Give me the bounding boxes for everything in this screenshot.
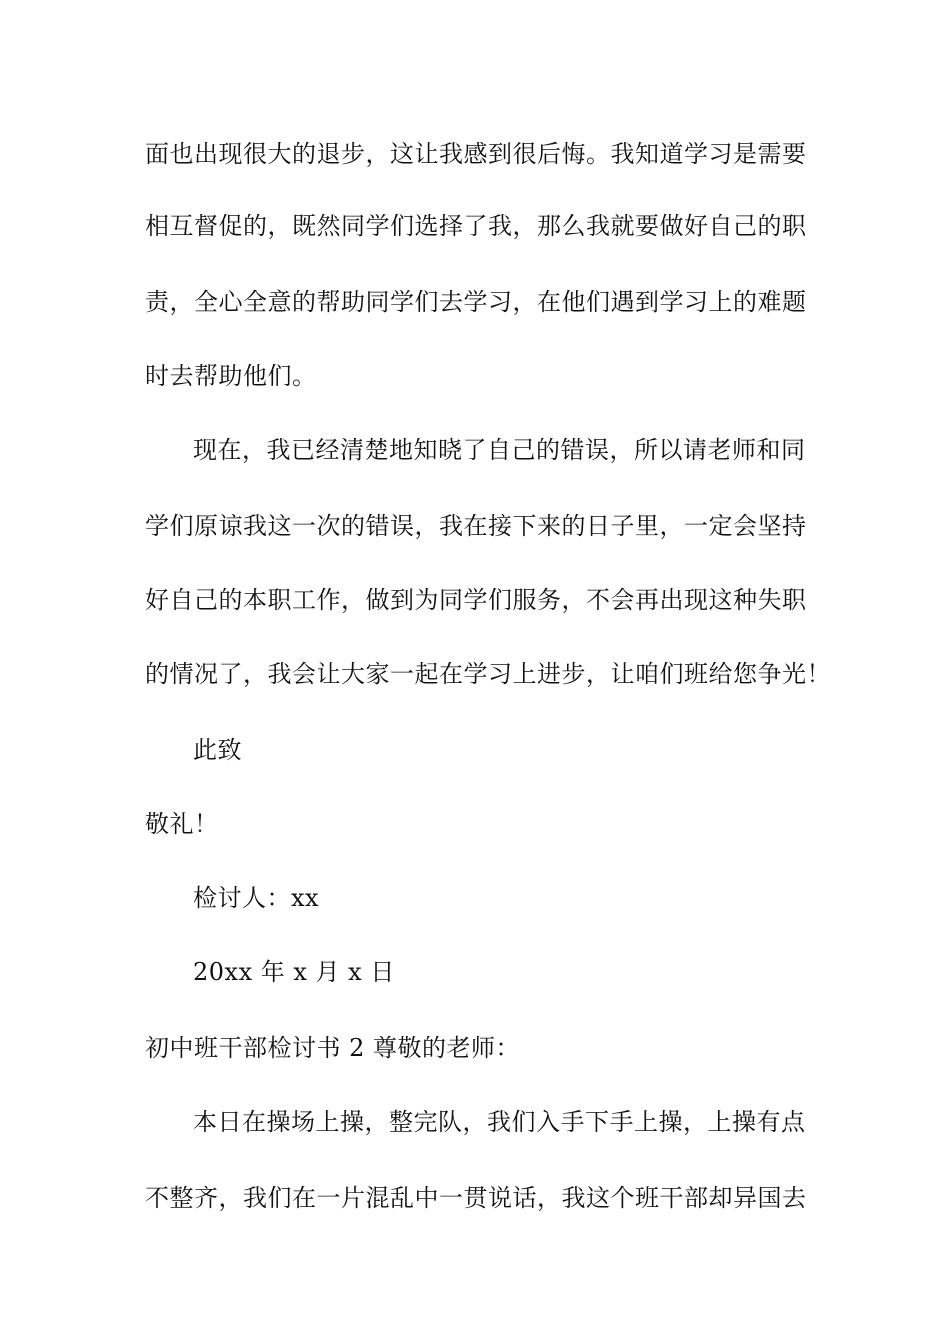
section-heading: 初中班干部检讨书 2 尊敬的老师：	[145, 1034, 521, 1062]
text-line-6: 学们原谅我这一次的错误，我在接下来的日子里，一定会坚持	[145, 512, 807, 540]
text-line-2: 相互督促的，既然同学们选择了我，那么我就要做好自己的职	[145, 212, 807, 240]
text-line-1: 面也出现很大的退步，这让我感到很后悔。我知道学习是需要	[145, 140, 807, 168]
closing-salutation: 此致	[193, 736, 242, 764]
text-line-8: 的情况了，我会让大家一起在学习上进步，让咱们班给您争光！	[145, 660, 831, 688]
text-line-3: 责，全心全意的帮助同学们去学习，在他们遇到学习上的难题	[145, 288, 807, 316]
text-line-15: 不整齐，我们在一片混乱中一贯说话，我这个班干部却异国去	[145, 1184, 807, 1212]
text-line-7: 好自己的本职工作，做到为同学们服务，不会再出现这种失职	[145, 586, 807, 614]
closing-regards: 敬礼！	[145, 810, 219, 838]
date-line: 20xx 年 x 月 x 日	[193, 958, 395, 986]
text-line-5: 现在，我已经清楚地知晓了自己的错误，所以请老师和同	[193, 436, 806, 464]
text-line-4: 时去帮助他们。	[145, 362, 317, 390]
text-line-14: 本日在操场上操，整完队，我们入手下手上操，上操有点	[193, 1108, 806, 1136]
signature-line: 检讨人：xx	[193, 884, 320, 912]
